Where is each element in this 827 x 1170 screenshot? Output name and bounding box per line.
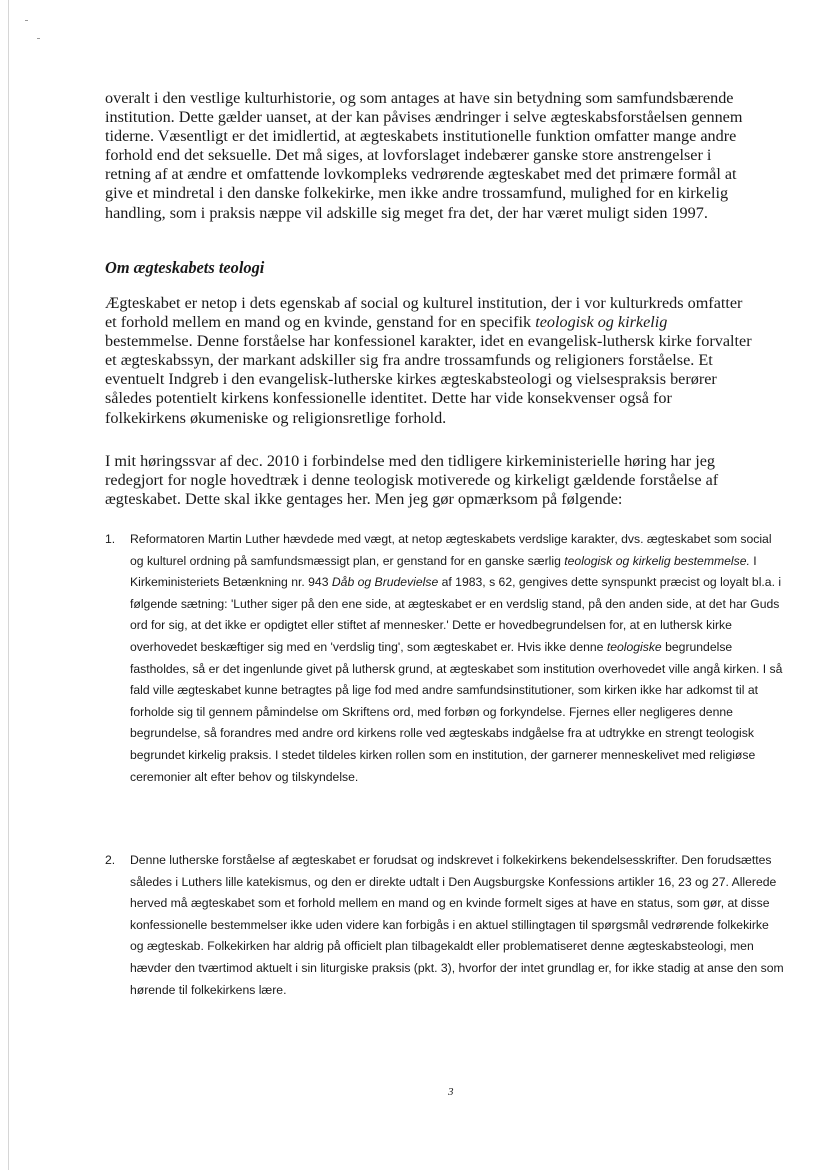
list-item-2 [105,850,785,1001]
paragraph-hearing-response: I mit høringssvar af dec. 2010 i forbindelse med den tidligere kirkeministerielle høring har jeg redegjort for nogle hovedtræk i denne teologisk motiverede og kirkeligt gældende forståelse af ægteskabet. Dette skal ikke gentages her. Men jeg gør opmærksom på følgende: [105,452,719,509]
paragraph-institution [105,294,755,428]
list-item-number: 1. [105,532,116,546]
paragraph-text: bestemmelse. Denne forståelse har konfessionel karakter, idet en evangelisk-luthersk kirke forvalter et ægteskabssyn, der markant adskiller sig fra andre trossamfunds og religioners forståelse. Et eventuelt Indgreb i den evangelisk-lutherske kirkes ægteskabsteologi og vielsespraksis berører således potentielt kirkens konfessionelle identitet. Dette har vide konsekvenser også for folkekirkens økumeniske og religionsretlige forhold. [105,332,752,427]
list-item-text: Denne lutherske forståelse af ægteskabet er forudsat og indskrevet i folkekirkens bekendelsesskrifter. Den forudsættes således i Luthers lille katekismus, og den er direkte udtalt i Den Augsburgske Konfessions artikler 16, 23 og 27. Allerede herved må ægteskabet som et forhold mellem en mand og en kvinde formelt siges at have en status, som gør, at disse konfessionelle bestemmelser ikke uden videre kan forbigås i en aktuel stillingtagen til spørgsmål vedrørende folkekirke og ægteskab. Folkekirken har aldrig på officielt plan tilbagekaldt eller problematiseret denne ægteskabsteologi, men hævder den tværtimod aktuelt i sin liturgiske praksis (pkt. 3), hvorfor der intet grundlag er, for ikke stadig at anse den som hørende til folkekirkens lære. [130,853,784,997]
list-item-emphasis: teologisk og kirkelig bestemmelse. [564,553,750,568]
list-item-emphasis: Dåb og Brudevielse [331,575,439,590]
page-number: 3 [448,1086,454,1098]
scan-left-edge-line [8,0,9,1170]
paragraph-text: Ægteskabet er netop i dets egenskab af social og kulturel institution, der i vor kulturkreds omfatter et forhold mellem en mand og en kvinde, genstand for en specifik [105,294,743,332]
list-item-text-part: af 1983, s 62, gengives dette synspunkt præcist og loyalt bl.a. i følgende sætning: 'Luther siger på den ene side, at ægteskabet er en verdslig stand, på den anden side, at det har Guds ord for sig, at det ikke er opdigtet eller stiftet af mennesker.' Dette er hovedbegrundelsen for, at en luthersk kirke overhovedet beskæftiger sig med en 'verdslig ting', som ægteskabet er. Hvis ikke denne [130,575,782,654]
section-heading: Om ægteskabets teologi [105,258,265,277]
paragraph-emphasis: teologisk og kirkelig [535,313,668,332]
list-item-text-part: I Kirkeministeriets Betænkning nr. 943 [130,553,757,590]
list-item-text-part: Reformatoren Martin Luther hævdede med vægt, at netop ægteskabets verdslige karakter, dvs. ægteskabet som social og kulturel ordning på samfundsmæssigt plan, er genstand for en ganske særlig [130,532,772,568]
scan-mark [37,38,40,39]
list-item-text [130,529,785,788]
list-item-1 [105,529,785,788]
list-item-text-part: begrundelse fastholdes, så er det ingenlunde givet på luthersk grund, at ægteskabet som institution overhovedet ville angå kirken. I så fald ville ægteskabet kunne betragtes på lige fod med andre samfundsinstitutioner, som kirken ikke har adkomst til at forholde sig til gennem påmindelse om Skriftens ord, med forbøn og forkyndelse. Fjernes eller negligeres denne begrundelse, så forandres med andre ord kirkens rolle ved ægteskabs indgåelse fra at udtrykke en strengt teologisk begrundet kirkelig praksis. I stedet tildeles kirken rollen som en institution, der garnerer menneskelivet med religiøse ceremonier alt efter behov og tilskyndelse. [130,639,783,784]
list-item-number: 2. [105,853,116,867]
list-item-emphasis: teologiske [606,639,662,654]
intro-paragraph: overalt i den vestlige kulturhistorie, og som antages at have sin betydning som samfundsbærende institution. Dette gælder uanset, at der kan påvises ændringer i selve ægteskabsforståelsen gennem tiderne. Væsentligt er det imidlertid, at ægteskabets institutionelle funktion omfatter mange andre forhold end det seksuelle. Det må siges, at lovforslaget indebærer ganske store anstrengelser i retning af at ændre et omfattende lovkompleks vedrørende ægteskabet med det primære formål at give et mindretal i den danske folkekirke, men ikke andre trossamfund, mulighed for en kirkelig handling, som i praksis næppe vil adskille sig meget fra det, der har været muligt siden 1997. [105,89,743,222]
scan-mark [25,20,28,21]
